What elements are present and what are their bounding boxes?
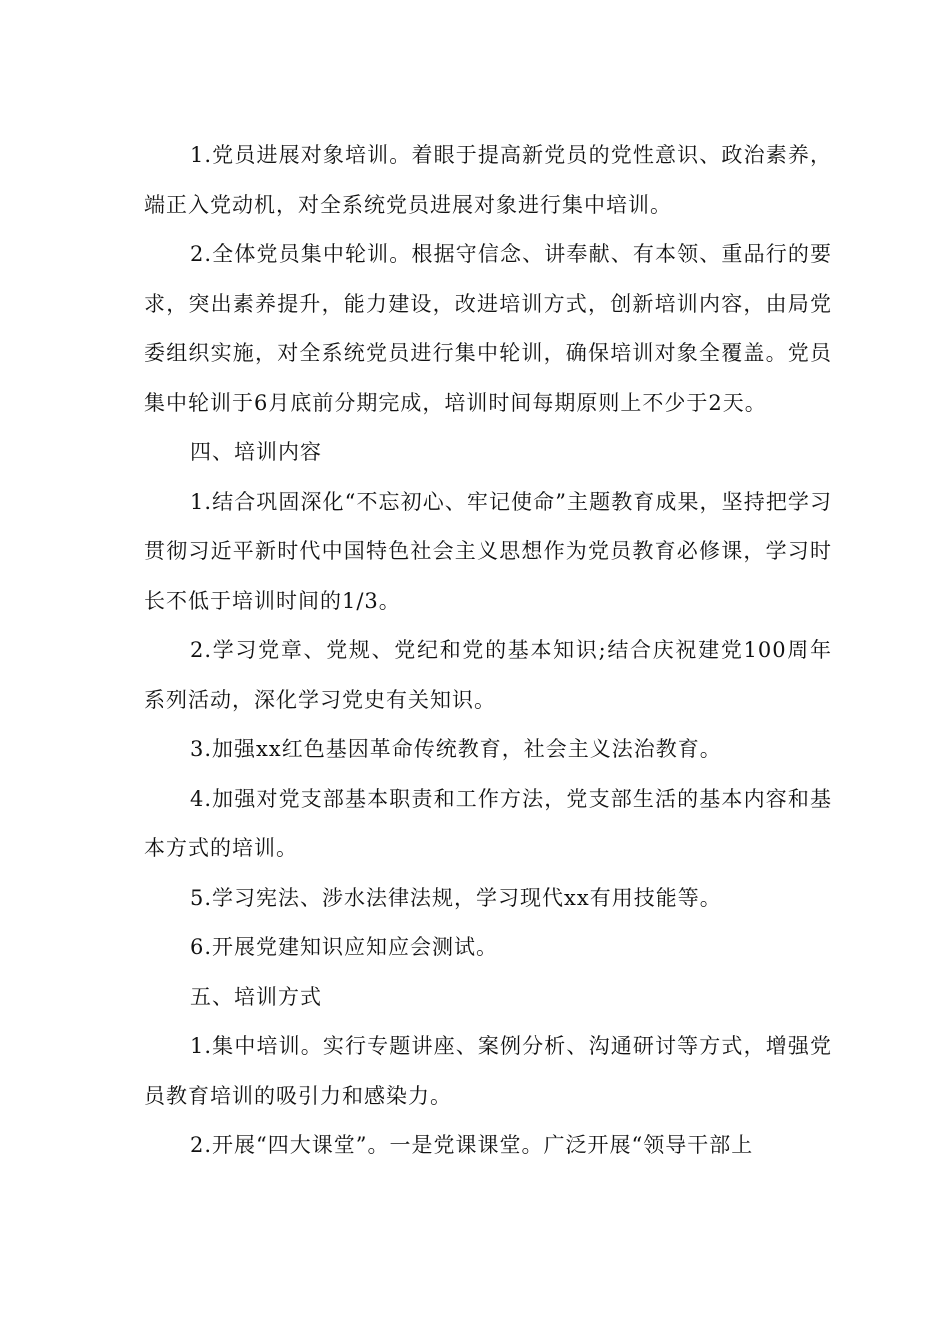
paragraph-member-rotation-training: 2.全体党员集中轮训。根据守信念、讲奉献、有本领、重品行的要求，突出素养提升，能力建设，改进培训方式，创新培训内容，由局党委组织实施，对全系统党员进行集中轮训，确保培训对象全覆盖。党员集中轮训于6月底前分期完成，培训时间每期原则上不少于2天。	[144, 242, 832, 415]
document-body	[144, 131, 832, 1171]
paragraph-method-item-1: 1.集中培训。实行专题讲座、案例分析、沟通研讨等方式，增强党员教育培训的吸引力和感染力。	[144, 1034, 832, 1108]
paragraph-content-item-5: 5.学习宪法、涉水法律法规，学习现代xx有用技能等。	[190, 885, 722, 910]
paragraph-content-item-6: 6.开展党建知识应知应会测试。	[190, 935, 499, 959]
paragraph-content-item-2: 2.学习党章、党规、党纪和党的基本知识;结合庆祝建党100周年系列活动，深化学习党史有关知识。	[144, 638, 832, 712]
paragraph-content-item-1: 1.结合巩固深化“不忘初心、牢记使命”主题教育成果，坚持把学习贯彻习近平新时代中国特色社会主义思想作为党员教育必修课，学习时长不低于培训时间的1/3。	[144, 489, 832, 613]
paragraph-method-item-2: 2.开展“四大课堂”。一是党课课堂。广泛开展“领导干部上	[190, 1133, 754, 1157]
section-heading-training-methods: 五、培训方式	[190, 984, 322, 1009]
paragraph-content-item-4: 4.加强对党支部基本职责和工作方法，党支部生活的基本内容和基本方式的培训。	[144, 786, 832, 860]
paragraph-trainee-training: 1.党员进展对象培训。着眼于提高新党员的党性意识、政治素养，端正入党动机，对全系统党员进展对象进行集中培训。	[144, 143, 832, 217]
paragraph-content-item-3: 3.加强xx红色基因革命传统教育，社会主义法治教育。	[190, 737, 722, 761]
section-heading-training-content: 四、培训内容	[190, 440, 322, 464]
